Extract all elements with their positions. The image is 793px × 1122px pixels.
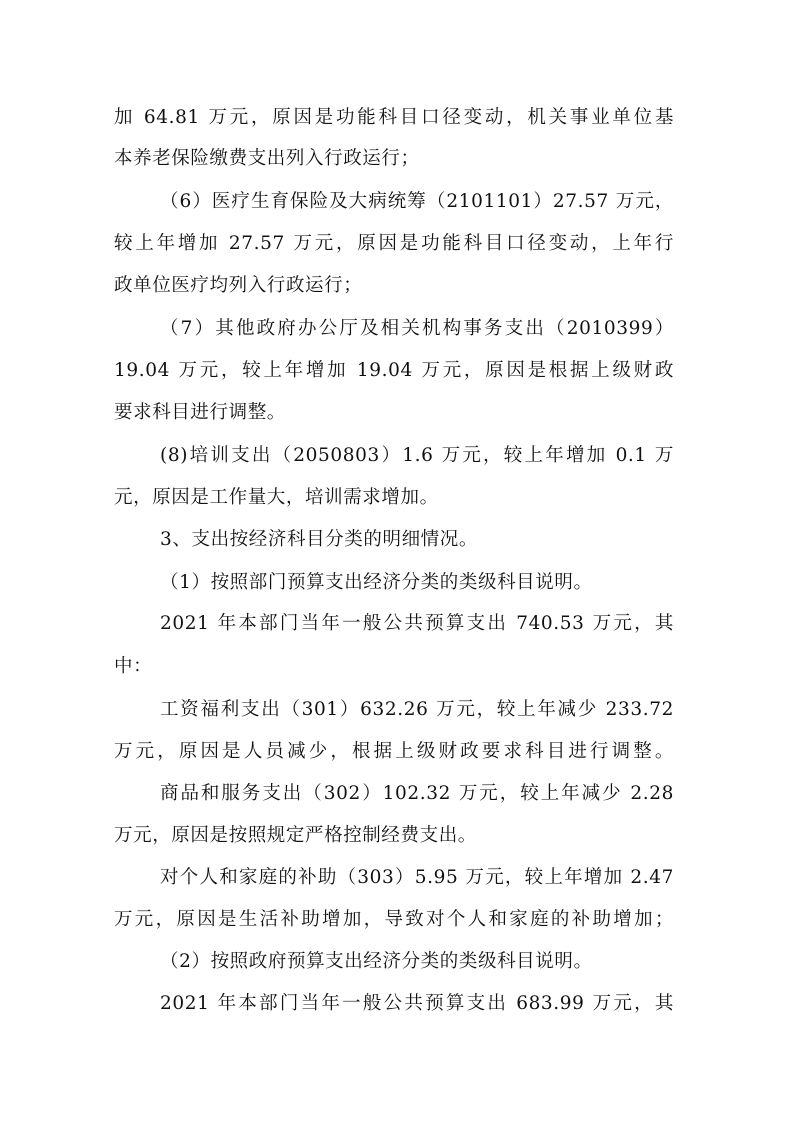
text-line: 中： [114, 656, 153, 677]
text-line: （7）其他政府办公厅及相关机构事务支出（2010399） [160, 318, 674, 339]
text-line: 对个人和家庭的补助（303）5.95 万元，较上年增加 2.47 [160, 867, 674, 888]
text-line: 本养老保险缴费支出列入行政运行； [114, 148, 420, 169]
text-line: 万元，原因是人员减少，根据上级财政要求科目进行调整。 [114, 741, 674, 762]
subsection-heading: （1）按照部门预算支出经济分类的类级科目说明。 [160, 572, 593, 593]
text-line: 19.04 万元，较上年增加 19.04 万元，原因是根据上级财政 [114, 360, 674, 381]
text-line: (8)培训支出（2050803）1.6 万元，较上年增加 0.1 万 [160, 445, 674, 466]
text-line: 工资福利支出（301）632.26 万元，较上年减少 233.72 [160, 699, 674, 720]
subsection-heading: （2）按照政府预算支出经济分类的类级科目说明。 [160, 951, 593, 972]
text-line: 加 64.81 万元，原因是功能科目口径变动，机关事业单位基 [114, 107, 674, 128]
text-line: 政单位医疗均列入行政运行； [114, 275, 363, 296]
text-line: （6）医疗生育保险及大病统筹（2101101）27.57 万元， [160, 191, 674, 212]
text-line: 要求科目进行调整。 [114, 402, 286, 423]
section-heading: 3、支出按经济科目分类的明细情况。 [160, 529, 478, 550]
text-line: 较上年增加 27.57 万元，原因是功能科目口径变动，上年行 [114, 233, 674, 254]
text-line: 2021 年本部门当年一般公共预算支出 740.53 万元，其 [160, 613, 674, 634]
text-line: 万元，原因是按照规定严格控制经费支出。 [114, 825, 477, 846]
text-line: 元，原因是工作量大，培训需求增加。 [114, 487, 439, 508]
text-line: 万元，原因是生活补助增加，导致对个人和家庭的补助增加； [114, 909, 674, 930]
text-line: 商品和服务支出（302）102.32 万元，较上年减少 2.28 [160, 783, 674, 804]
text-line: 2021 年本部门当年一般公共预算支出 683.99 万元，其 [160, 993, 674, 1014]
